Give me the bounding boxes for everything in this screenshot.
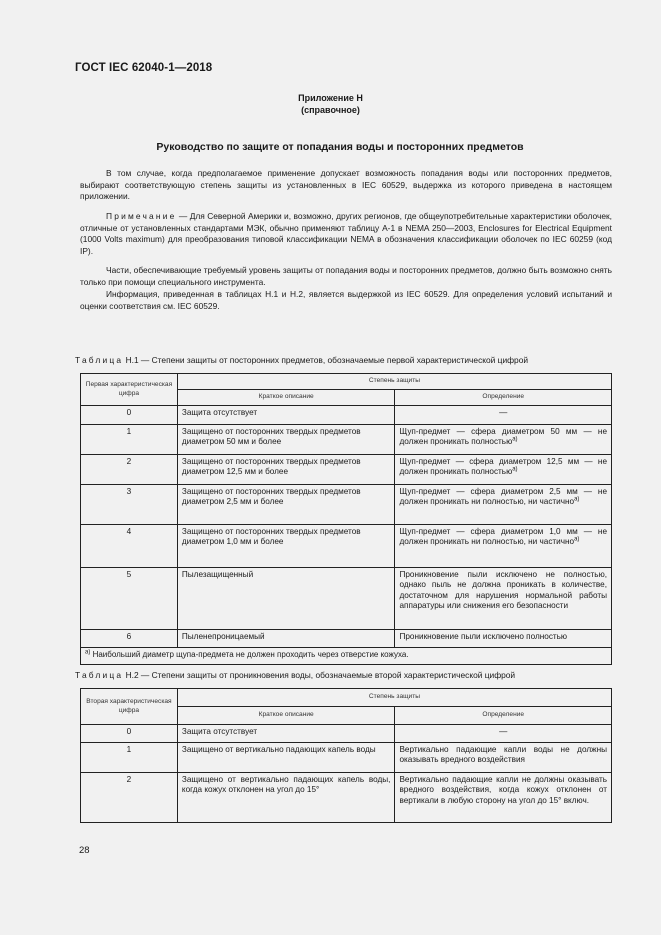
table-row: 5 Пылезащищенный Проникновение пыли исключено не полностью, однако пыль не должна проникать в количестве, достаточном для нарушения нормальной работы аппаратуры или снижения его безопасности [81,568,612,630]
table-row: 1 Защищено от посторонних твердых предметов диаметром 50 мм и более Щуп-предмет — сфера диаметром 50 мм — не должен проникать полностью$^{a)}$ [81,425,612,455]
table1-caption-label: Таблица [75,355,124,365]
table1-col-short: Краткое описание [177,390,395,406]
annex-heading [0,92,661,116]
section-title: Руководство по защите от попадания воды и посторонних предметов [156,141,524,153]
table1-footnote: $^{a)}$ Наибольший диаметр щупа-предмета не должен проходить через отверстие кожуха. [81,648,612,665]
annex-title: Приложение H [298,93,363,103]
table-row: 1 Защищено от вертикально падающих капель воды Вертикально падающие капли воды не должны оказывать вредного воздействия [81,743,612,773]
table-h2 [80,688,612,823]
note-paragraph [80,211,612,257]
annex-subtitle: (справочное) [301,105,360,115]
table2-col-def: Определение [395,707,612,725]
table1-col-def: Определение [395,390,612,406]
table-row: 6 Пыленепроницаемый Проникновение пыли исключено полностью [81,630,612,648]
table1-col-degree: Степень защиты [177,374,611,390]
table2-caption [75,670,620,681]
standard-header: ГОСТ IEC 62040-1—2018 [75,62,213,74]
table2-col-short: Краткое описание [177,707,395,725]
table2-col-digit: Вторая характеристическая цифра [81,689,178,725]
paragraph-info: Информация, приведенная в таблицах H.1 и H.2, является выдержкой из IEC 60529. Для определения условий испытаний и оценки соответствия см. IEC 60529. [80,289,612,311]
table-row: 0 Защита отсутствует — [81,406,612,425]
table1-caption [75,355,620,366]
table-row: 4 Защищено от посторонних твердых предметов диаметром 1,0 мм и более Щуп-предмет — сфера диаметром 1,0 мм — не должен проникать ни полностью, ни частично$^{a)}$ [81,525,612,568]
note-text: — Для Северной Америки и, возможно, других регионов, где общеупотребительные характеристики оболочек, отличные от установленных стандартами МЭК, обычно применяют таблицу А-1 в NEMA 250—2003, Enclosures for Electrical Equipment (1000 Volts maximum) для преобразования типовой классификации NEMA в обозначения классификации оболочек по IEC 60259 (код IP). [80,211,612,256]
table2-col-degree: Степень защиты [177,689,611,707]
table-row: 3 Защищено от посторонних твердых предметов диаметром 2,5 мм и более Щуп-предмет — сфера диаметром 2,5 мм — не должен проникать ни полностью, ни частично$^{a)}$ [81,485,612,525]
table1-caption-text: H.1 — Степени защиты от посторонних предметов, обозначаемые первой характеристической цифрой [123,355,529,365]
note-label: Примечание [106,211,177,221]
table-row: 0 Защита отсутствует — [81,725,612,743]
table1-footnote-row [81,648,612,665]
table-h1 [80,373,612,665]
paragraph-removal: Части, обеспечивающие требуемый уровень защиты от попадания воды и посторонних предметов, должно быть возможно снять только при помощи специального инструмента. [80,265,612,287]
paragraph-intro: В том случае, когда предполагаемое применение допускает возможность попадания воды или посторонних предметов, выбирают соответствующую степень защиты из установленных в IEC 60529, выдержка из которого приведена в настоящем приложении. [80,168,612,202]
table2-caption-text: H.2 — Степени защиты от проникновения воды, обозначаемые второй характеристической цифрой [123,670,516,680]
page-number: 28 [79,845,90,856]
table1-col-digit: Первая характеристическая цифра [81,374,178,406]
table-row: 2 Защищено от посторонних твердых предметов диаметром 12,5 мм и более Щуп-предмет — сфера диаметром 12,5 мм — не должен проникать полностью$^{a)}$ [81,455,612,485]
table-row: 2 Защищено от вертикально падающих капель воды, когда кожух отклонен на угол до 15° Вертикально падающие капли не должны оказывать вредного воздействия, когда кожух отклонен от вертикали в любую сторону на угол до 15° включ. [81,773,612,823]
table2-caption-label: Таблица [75,670,124,680]
